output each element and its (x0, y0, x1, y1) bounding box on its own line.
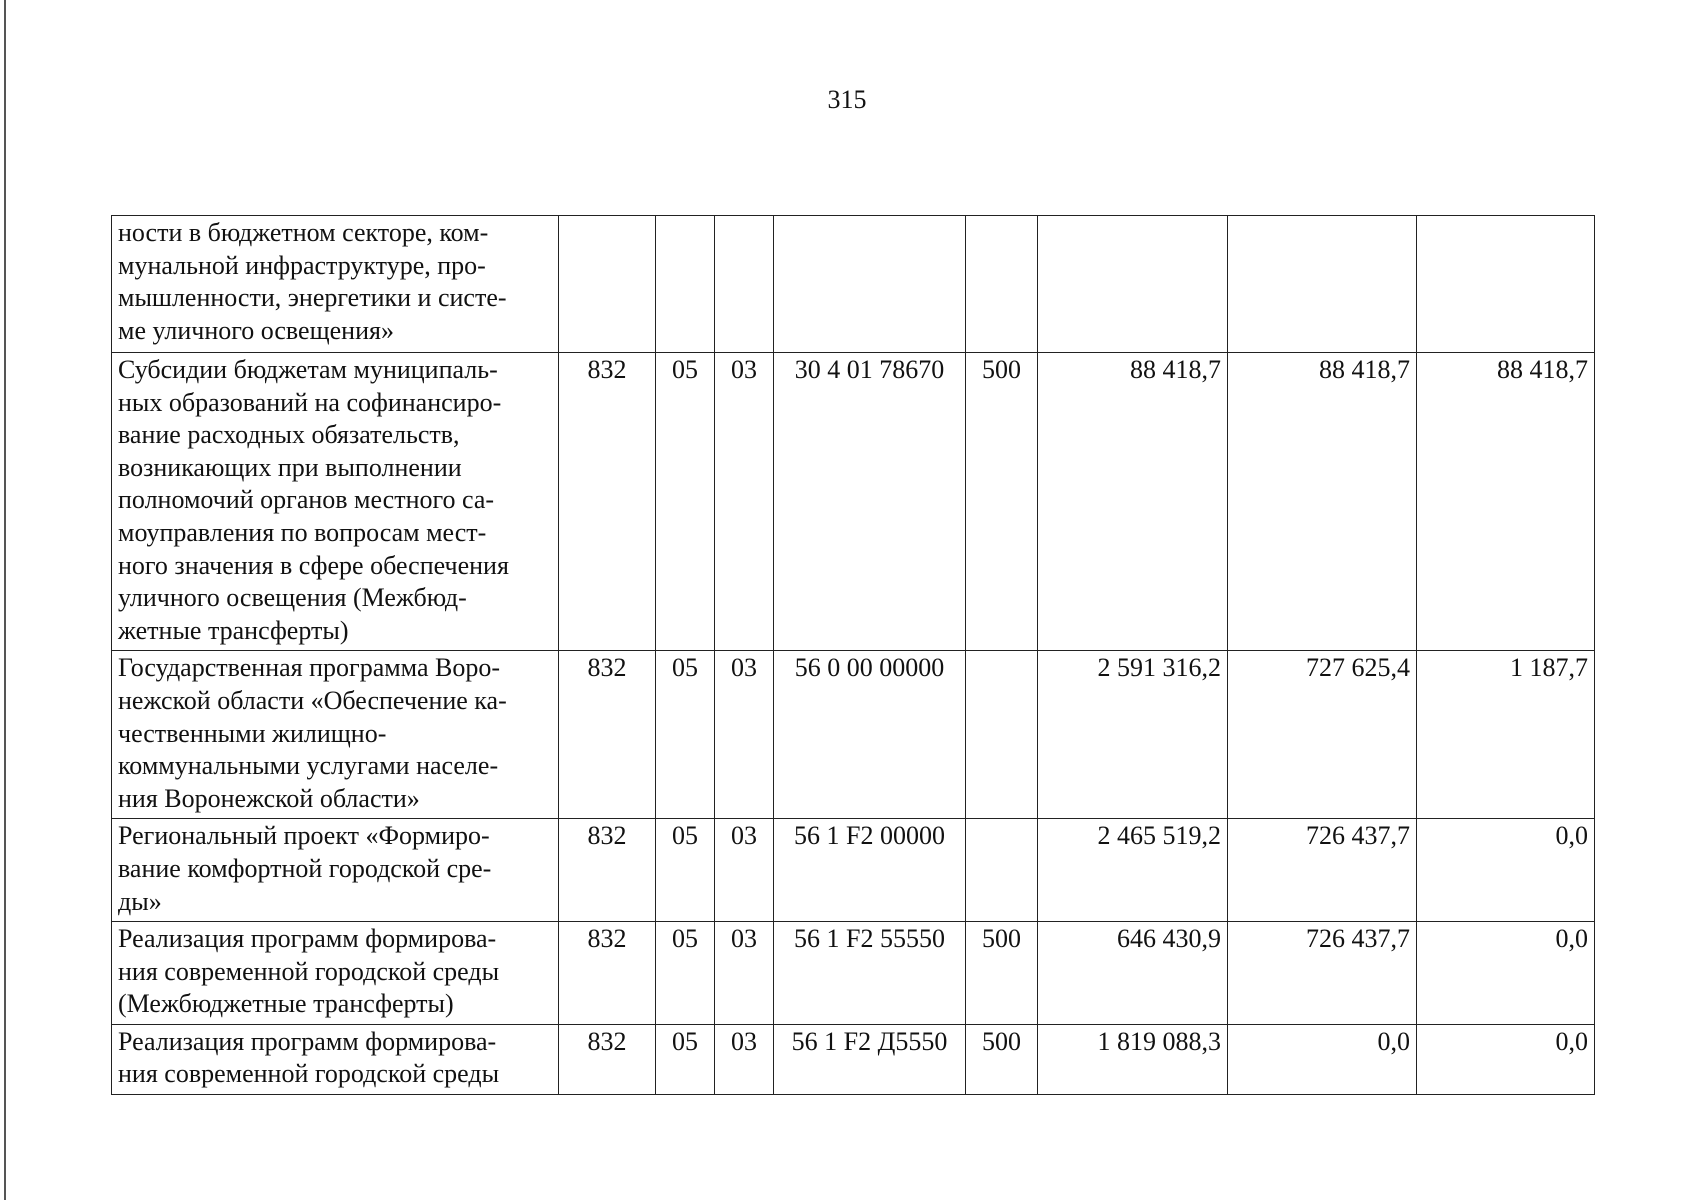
target-article-cell: 56 0 00 00000 (774, 651, 966, 819)
table-row (112, 1024, 1595, 1094)
admin-code-cell: 832 (559, 651, 656, 819)
subsection-code-cell: 03 (715, 651, 774, 819)
row-description: Реализация программ формирова- ния современной городской среды (Межбюджетные трансферты) (112, 922, 559, 1025)
table-row (112, 216, 1595, 353)
amount-2-cell (1228, 216, 1417, 353)
page-number: 315 (827, 85, 867, 114)
admin-code-cell: 832 (559, 1024, 656, 1094)
expense-type-cell: 500 (966, 1024, 1038, 1094)
target-article-cell (774, 216, 966, 353)
amount-1-cell (1038, 216, 1228, 353)
section-code-cell: 05 (656, 819, 715, 922)
amount-2-cell: 726 437,7 (1228, 819, 1417, 922)
admin-code-cell: 832 (559, 922, 656, 1025)
amount-3-cell: 1 187,7 (1417, 651, 1595, 819)
section-code-cell (656, 216, 715, 353)
expense-type-cell (966, 651, 1038, 819)
amount-1-cell: 88 418,7 (1038, 353, 1228, 651)
section-code-cell: 05 (656, 353, 715, 651)
table-row (112, 353, 1595, 651)
subsection-code-cell: 03 (715, 922, 774, 1025)
table-row (112, 819, 1595, 922)
subsection-code-cell: 03 (715, 353, 774, 651)
amount-2-cell: 88 418,7 (1228, 353, 1417, 651)
amount-2-cell: 726 437,7 (1228, 922, 1417, 1025)
amount-2-cell: 0,0 (1228, 1024, 1417, 1094)
row-description: Государственная программа Воро- нежской области «Обеспечение ка- чественными жилищно- коммунальными услугами населе- ния Воронежской области» (112, 651, 559, 819)
admin-code-cell: 832 (559, 819, 656, 922)
amount-2-cell: 727 625,4 (1228, 651, 1417, 819)
target-article-cell: 56 1 F2 00000 (774, 819, 966, 922)
amount-1-cell: 2 591 316,2 (1038, 651, 1228, 819)
subsection-code-cell: 03 (715, 819, 774, 922)
row-description: Субсидии бюджетам муниципаль- ных образований на софинансиро- вание расходных обязательств, возникающих при выполнении полномочий органов местного са- моуправления по вопросам мест- ного значения в сфере обеспечения уличного освещения (Межбюд- жетные трансферты) (112, 353, 559, 651)
target-article-cell: 56 1 F2 55550 (774, 922, 966, 1025)
row-description: ности в бюджетном секторе, ком- мунальной инфраструктуре, про- мышленности, энергетики и систе- ме уличного освещения» (112, 216, 559, 353)
expense-type-cell: 500 (966, 353, 1038, 651)
table-row (112, 922, 1595, 1025)
amount-1-cell: 646 430,9 (1038, 922, 1228, 1025)
budget-table (111, 215, 1595, 1095)
admin-code-cell (559, 216, 656, 353)
row-description: Реализация программ формирова- ния современной городской среды (112, 1024, 559, 1094)
row-description: Региональный проект «Формиро- вание комфортной городской сре- ды» (112, 819, 559, 922)
admin-code-cell: 832 (559, 353, 656, 651)
amount-1-cell: 1 819 088,3 (1038, 1024, 1228, 1094)
target-article-cell: 30 4 01 78670 (774, 353, 966, 651)
section-code-cell: 05 (656, 922, 715, 1025)
amount-3-cell: 0,0 (1417, 922, 1595, 1025)
amount-3-cell: 88 418,7 (1417, 353, 1595, 651)
section-code-cell: 05 (656, 1024, 715, 1094)
amount-1-cell: 2 465 519,2 (1038, 819, 1228, 922)
expense-type-cell: 500 (966, 922, 1038, 1025)
amount-3-cell: 0,0 (1417, 1024, 1595, 1094)
section-code-cell: 05 (656, 651, 715, 819)
expense-type-cell (966, 819, 1038, 922)
target-article-cell: 56 1 F2 Д5550 (774, 1024, 966, 1094)
amount-3-cell: 0,0 (1417, 819, 1595, 922)
subsection-code-cell: 03 (715, 1024, 774, 1094)
amount-3-cell (1417, 216, 1595, 353)
subsection-code-cell (715, 216, 774, 353)
expense-type-cell (966, 216, 1038, 353)
scan-edge-line (4, 0, 6, 1200)
table-row (112, 651, 1595, 819)
